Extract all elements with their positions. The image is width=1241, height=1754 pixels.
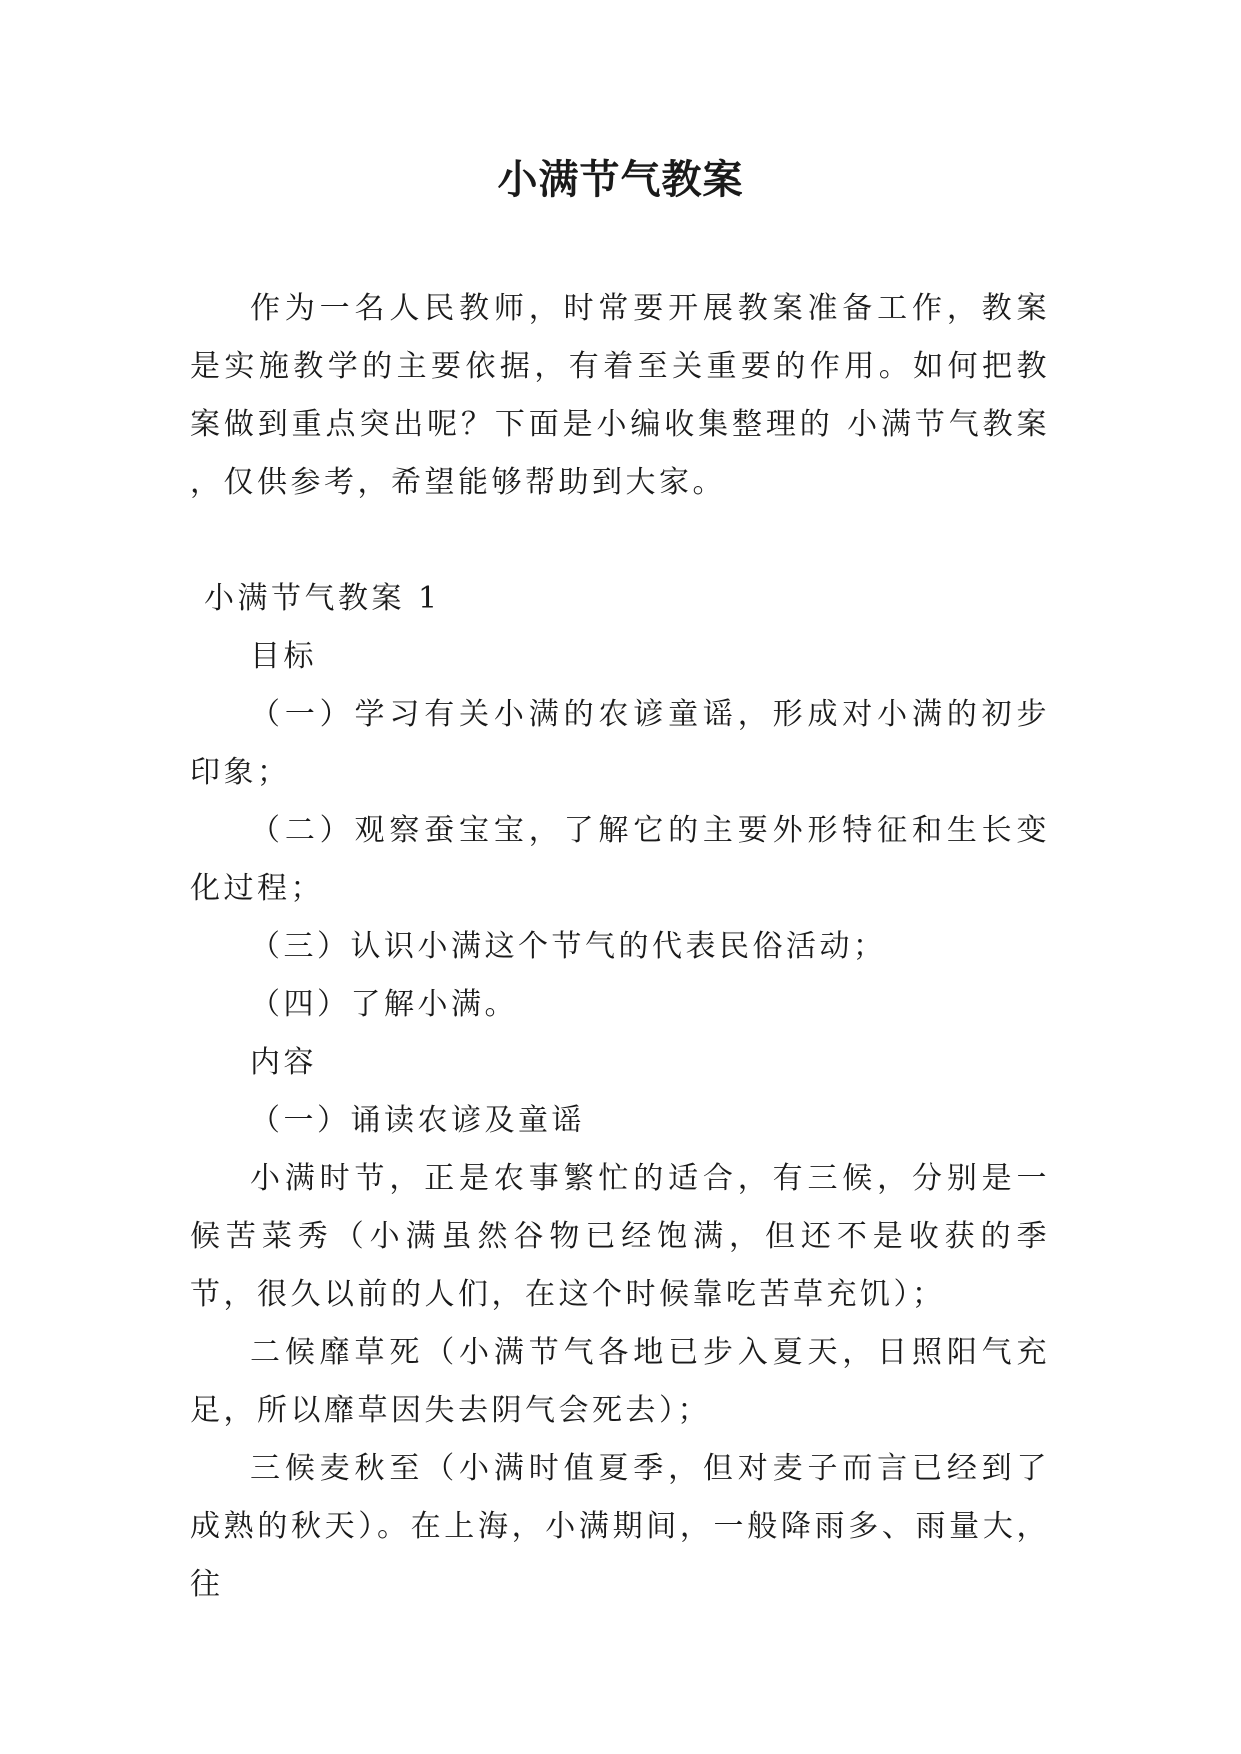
body-paragraph: 目标 bbox=[250, 639, 317, 674]
section-title: 小满节气教案 1 bbox=[204, 581, 441, 616]
document-body bbox=[190, 280, 1050, 1614]
body-paragraph: （二）观察蚕宝宝，了解它的主要外形特征和生长变化过程； bbox=[190, 813, 1050, 906]
body-paragraph: （一）学习有关小满的农谚童谣，形成对小满的初步印象； bbox=[190, 697, 1050, 790]
body-paragraph: （一）诵读农谚及童谣 bbox=[250, 1103, 585, 1138]
body-paragraph: 三候麦秋至（小满时值夏季，但对麦子而言已经到了成熟的秋天）。在上海，小满期间，一般降雨多、雨量大，往 bbox=[190, 1451, 1050, 1602]
body-paragraph: 小满时节，正是农事繁忙的适合，有三候，分别是一候苦菜秀（小满虽然谷物已经饱满，但还不是收获的季节，很久以前的人们，在这个时候靠吃苦草充饥）； bbox=[190, 1161, 1050, 1312]
body-paragraph: （四）了解小满。 bbox=[250, 987, 518, 1022]
intro-paragraph: 作为一名人民教师，时常要开展教案准备工作，教案是实施教学的主要依据，有着至关重要的作用。如何把教案做到重点突出呢？下面是小编收集整理的 小满节气教案 ，仅供参考，希望能够帮助到大家。 bbox=[190, 291, 1050, 500]
body-paragraph: 二候靡草死（小满节气各地已步入夏天，日照阳气充足，所以靡草因失去阴气会死去）； bbox=[190, 1335, 1050, 1428]
body-paragraph: 内容 bbox=[250, 1045, 317, 1080]
body-paragraph: （三）认识小满这个节气的代表民俗活动； bbox=[250, 929, 887, 964]
document-title: 小满节气教案 bbox=[497, 156, 744, 203]
